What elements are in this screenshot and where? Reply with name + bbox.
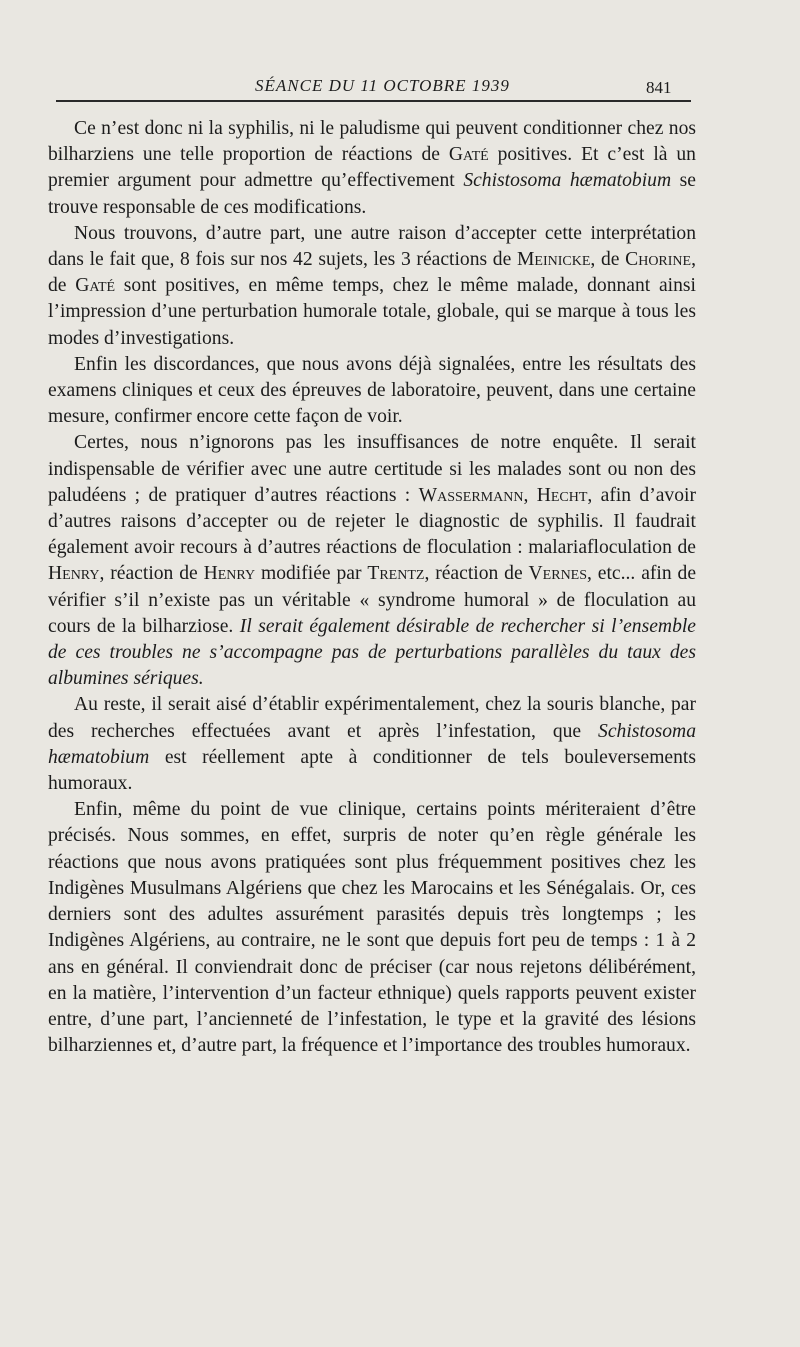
- author-name: Gaté: [448, 144, 489, 166]
- running-head: SÉANCE DU 11 OCTOBRE 1939: [255, 76, 510, 95]
- italic-text: Schistosoma hæmatobium: [463, 170, 672, 192]
- author-name: Vernes: [528, 563, 588, 585]
- paragraph: [48, 797, 696, 1059]
- author-name: Gaté: [75, 275, 116, 297]
- author-name: Trentz: [367, 563, 425, 585]
- author-name: Henry: [203, 563, 256, 585]
- author-name: Hecht: [536, 484, 588, 506]
- text-run: , réaction de: [424, 563, 529, 585]
- text-run: ,: [523, 484, 537, 506]
- text-run: sont positives, en même temps, chez le même malade, donnant ainsi l’impression d’une perturbation humorale totale, globale, qui se marque à tous les modes d’investigations.: [48, 275, 696, 349]
- page-number: 841: [646, 78, 672, 97]
- author-name: Meinicke: [516, 249, 591, 271]
- text-run: modifiée par: [255, 563, 368, 585]
- text-run: Certes, nous n’ignorons pas les insuffisances de notre enquête. Il serait indispensable de vérifier avec une autre certitude si les malades sont ou non des paludéens ; de pratiquer d’autres réactions :: [48, 432, 696, 506]
- text-run: , etc... afin de vérifier s’il n’existe pas un véritable « syndrome humoral » de floculation au cours de la bilharziose.: [48, 563, 697, 637]
- text-run: est réellement apte à conditionner de tels bouleversements humoraux.: [48, 746, 696, 795]
- author-name: Henry: [48, 563, 100, 585]
- text-run: , de: [590, 249, 626, 271]
- author-name: Wassermann: [418, 484, 524, 506]
- text-run: , réaction de: [99, 563, 204, 585]
- paragraph: [48, 116, 696, 221]
- page-header: [0, 70, 800, 100]
- text-run: se trouve responsable de ces modifications.: [48, 170, 696, 218]
- paragraph: [48, 352, 696, 431]
- paragraph: [48, 430, 696, 692]
- paragraph: [48, 221, 696, 352]
- italic-text: Il serait également désirable de rechercher si l’ensemble de ces troubles ne s’accompagne pas de perturbations parallèles du taux des albumines sériques.: [48, 615, 697, 690]
- text-run: Enfin les discordances, que nous avons déjà signalées, entre les résultats des examens cliniques et ceux des épreuves de laboratoire, peuvent, dans une certaine mesure, confirmer encore cette façon de voir.: [48, 353, 696, 428]
- text-run: , de: [48, 249, 696, 297]
- author-name: Chorine: [625, 249, 692, 271]
- text-run: Nous trouvons, d’autre part, une autre raison d’accepter cette interprétation dans le fait que, 8 fois sur nos 42 sujets, les 3 réactions de: [48, 222, 696, 271]
- text-run: Ce n’est donc ni la syphilis, ni le paludisme qui peuvent conditionner chez nos bilharziens une telle proportion de réactions de: [48, 118, 696, 166]
- text-run: , afin d’avoir d’autres raisons d’accepter ou de rejeter le diagnostic de syphilis. Il faudrait également avoir recours à d’autres réactions de floculation : malariafloculation de: [48, 484, 696, 559]
- text-run: Au reste, il serait aisé d’établir expérimentalement, chez la souris blanche, par des recherches effectuées avant et après l’infestation, que: [48, 694, 696, 742]
- paragraph: [48, 692, 696, 797]
- text-run: Enfin, même du point de vue clinique, certains points mériteraient d’être précisés. Nous sommes, en effet, surpris de noter qu’en règle générale les réactions que nous avons pratiquées sont plus fréquemment positives chez les Indigènes Musulmans Algériens que chez les Marocains et les Sénégalais. Or, ces derniers sont des adultes assurément parasités depuis très longtemps ; les Indigènes Algériens, au contraire, ne le sont que depuis fort peu de temps : 1 à 2 ans en général. Il conviendrait donc de préciser (car nous rejetons délibérément, en la matière, l’intervention d’un facteur ethnique) quels rapports peuvent exister entre, d’une part, l’ancienneté de l’infestation, le type et la gravité des lésions bilharziennes et, d’autre part, la fréquence et l’importance des troubles humoraux.: [48, 799, 696, 1057]
- header-rule: [56, 100, 691, 102]
- body-text: [48, 116, 696, 1059]
- text-run: positives. Et c’est là un premier argument pour admettre qu’effectivement: [48, 144, 696, 192]
- italic-text: Schistosoma hæmatobium: [48, 720, 696, 768]
